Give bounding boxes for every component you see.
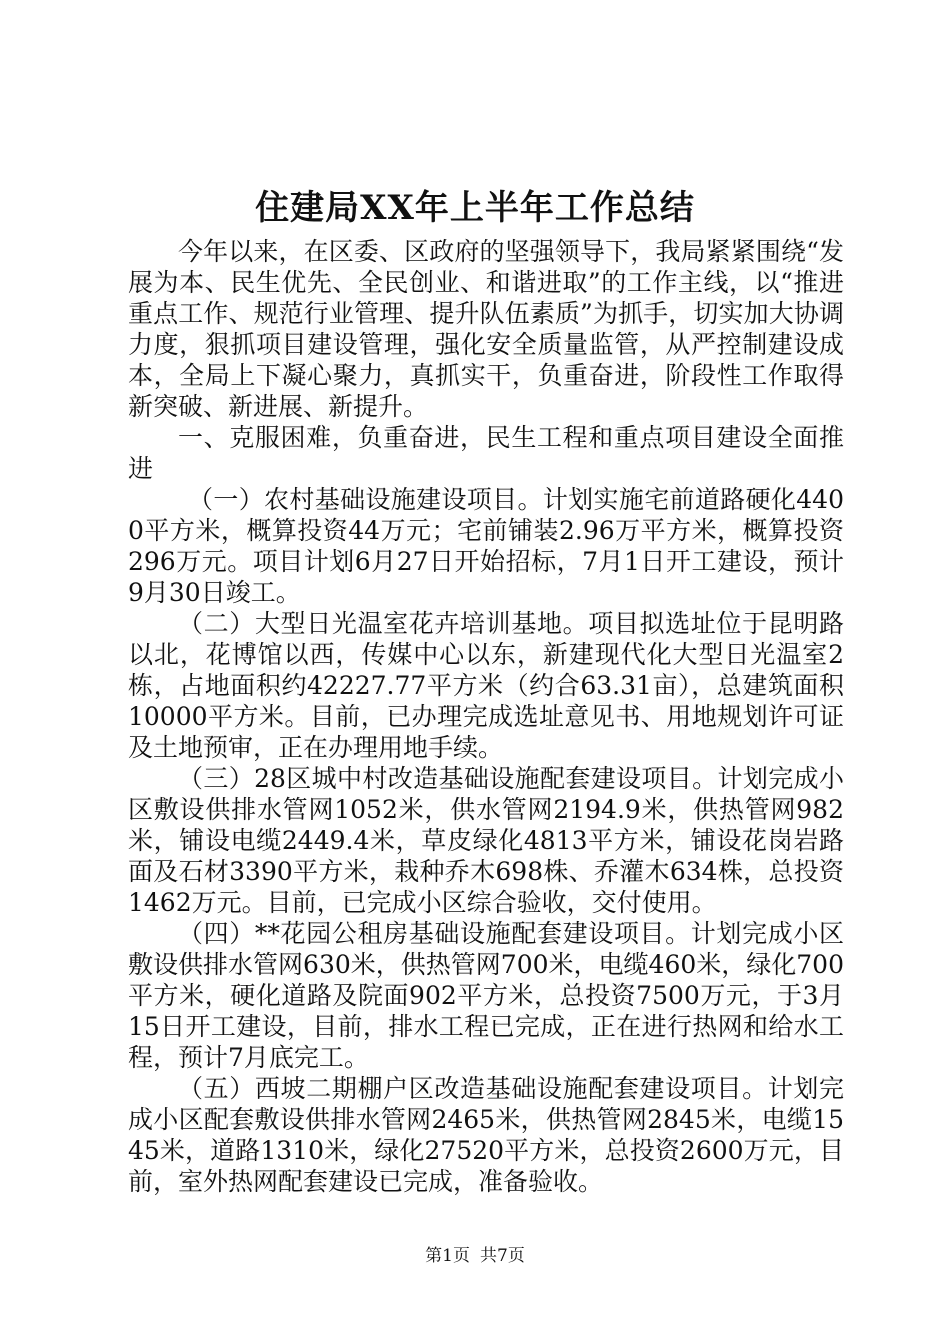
page-total: 共7页 bbox=[480, 1246, 525, 1266]
section-heading: 一、克服困难，负重奋进，民生工程和重点项目建设全面推进 bbox=[128, 423, 844, 483]
intro-paragraph: 今年以来，在区委、区政府的坚强领导下，我局紧紧围绕“发展为本、民生优先、全民创业、和谐进取”的工作主线，以“推进重点工作、规范行业管理、提升队伍素质”为抓手，切实加大协调力度，狠抓项目建设管理，强化安全质量监管，从严控制建设成本，全局上下凝心聚力，真抓实干，负重奋进，阶段性工作取得新突破、新进展、新提升。 bbox=[128, 237, 844, 421]
document-title: 住建局XX年上半年工作总结 bbox=[255, 188, 695, 228]
page-number: 第1页 bbox=[425, 1246, 470, 1266]
item-paragraph-2: （二）大型日光温室花卉培训基地。项目拟选址位于昆明路以北，花博馆以西，传媒中心以东，新建现代化大型日光温室2栋，占地面积约42227.77平方米（约合63.31亩），总建筑面积10000平方米。目前，已办理完成选址意见书、用地规划许可证及土地预审，正在办理用地手续。 bbox=[128, 609, 844, 762]
item-paragraph-3: （三）28区城中村改造基础设施配套建设项目。计划完成小区敷设供排水管网1052米，供水管网2194.9米，供热管网982米，铺设电缆2449.4米，草皮绿化4813平方米，铺设花岗岩路面及石材3390平方米，栽种乔木698株、乔灌木634株，总投资1462万元。目前，已完成小区综合验收，交付使用。 bbox=[128, 764, 844, 917]
item-paragraph-1: （一）农村基础设施建设项目。计划实施宅前道路硬化4400平方米，概算投资44万元；宅前铺装2.96万平方米，概算投资296万元。项目计划6月27日开始招标，7月1日开工建设，预计9月30日竣工。 bbox=[128, 485, 844, 607]
item-paragraph-5: （五）西坡二期棚户区改造基础设施配套建设项目。计划完成小区配套敷设供排水管网2465米，供热管网2845米，电缆1545米，道路1310米，绿化27520平方米，总投资2600万元，目前，室外热网配套建设已完成，准备验收。 bbox=[128, 1074, 844, 1196]
document-body bbox=[128, 236, 844, 1197]
item-paragraph-4: （四）**花园公租房基础设施配套建设项目。计划完成小区敷设供排水管网630米，供热管网700米，电缆460米，绿化700平方米，硬化道路及院面902平方米，总投资7500万元，于3月15日开工建设，目前，排水工程已完成，正在进行热网和给水工程，预计7月底完工。 bbox=[128, 919, 844, 1072]
page-footer bbox=[0, 1244, 950, 1268]
